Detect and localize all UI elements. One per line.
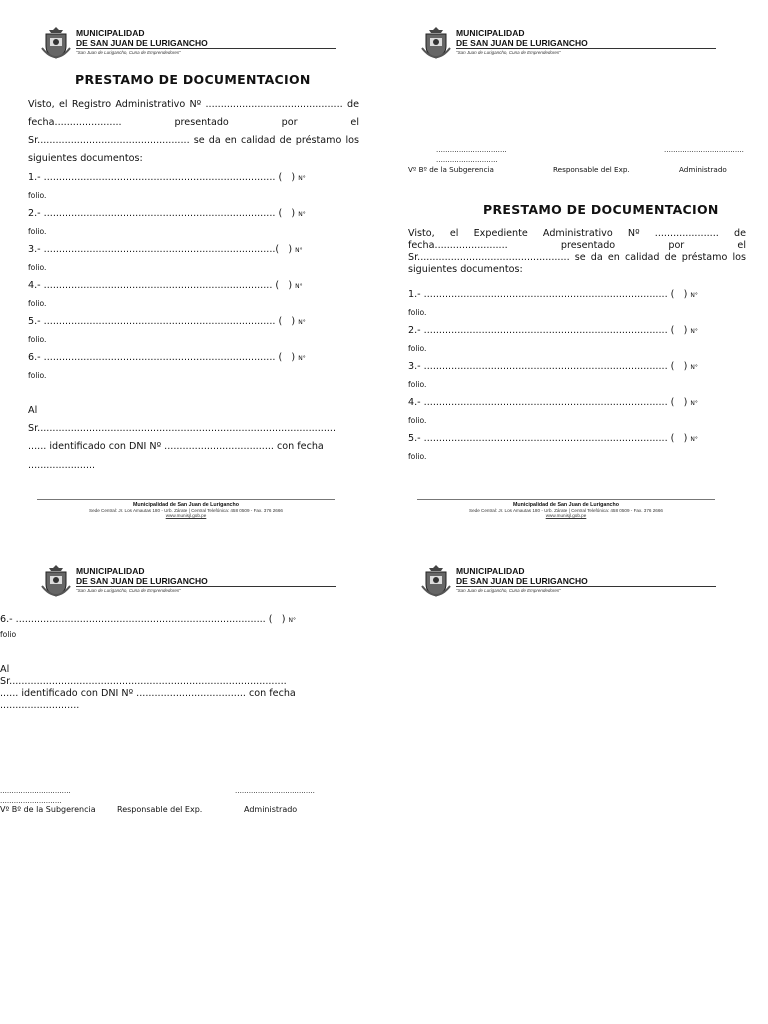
bottom-sr: Sr........................................................................................... [0, 676, 287, 687]
left-item-3: 3.- ............................................................................( ) N° [28, 244, 303, 255]
footer-name: Municipalidad de San Juan de Lurigancho [133, 502, 239, 508]
right-folio-5: folio. [408, 452, 427, 461]
left-item-1: 1.- ............................................................................ ( ) N° [28, 172, 306, 183]
header-rule [76, 48, 336, 49]
bottom-sig-dots-left: ............................... [0, 786, 71, 795]
header-rule [76, 586, 336, 587]
coat-of-arms-icon [420, 564, 452, 600]
sig-dots-right: ................................... [664, 145, 744, 154]
coat-of-arms-icon [40, 564, 72, 600]
sig-administrado: Administrado [679, 165, 727, 174]
header-line2: DE SAN JUAN DE LURIGANCHO [76, 38, 208, 48]
bottom-dni: ...... identificado con DNI Nº .................................... con fecha [0, 688, 296, 699]
footer-url[interactable]: www.munisjl.gob.pe [165, 513, 207, 518]
bottom-folio-6: folio [0, 630, 17, 639]
sig-responsable: Responsable del Exp. [553, 165, 630, 174]
footer-url[interactable]: www.munisjl.gob.pe [545, 513, 587, 518]
coat-of-arms-icon [420, 26, 452, 62]
left-dni: ...... identificado con DNI Nº .................................... con fecha [28, 441, 324, 452]
sig-subgerencia: Vº Bº de la Subgerencia [408, 165, 494, 174]
header-top-right [420, 26, 720, 66]
left-folio-6: folio. [28, 371, 47, 380]
form-title: PRESTAMO DE DOCUMENTACION [483, 202, 719, 217]
header-rule [456, 48, 716, 49]
form-title: PRESTAMO DE DOCUMENTACION [75, 72, 311, 87]
bottom-sig-administrado: Administrado [244, 805, 298, 814]
coat-of-arms-icon [40, 26, 72, 62]
header-line2: DE SAN JUAN DE LURIGANCHO [76, 576, 208, 586]
left-folio-5: folio. [28, 335, 47, 344]
header-tagline: "San Juan de Lurigancho, Cuna de Emprendedores" [456, 50, 561, 55]
bottom-item-6: 6.- .................................................................................. ( ) N° [0, 614, 296, 625]
bottom-sig-responsable: Responsable del Exp. [117, 805, 203, 814]
header-tagline: "San Juan de Lurigancho, Cuna de Emprendedores" [76, 50, 181, 55]
left-folio-4: folio. [28, 299, 47, 308]
left-item-2: 2.- ............................................................................ ( ) N° [28, 208, 306, 219]
sig-dots-left: ............................... [436, 145, 507, 154]
bottom-sig-dots-left2: ........................... [0, 796, 62, 805]
header-bottom-left [40, 564, 340, 604]
bottom-al: Al [0, 664, 10, 675]
left-dni-end: ...................... [28, 460, 96, 471]
header-line1: MUNICIPALIDAD [456, 566, 525, 576]
header-tagline: "San Juan de Lurigancho, Cuna de Emprendedores" [456, 588, 561, 593]
left-folio-2: folio. [28, 227, 47, 236]
footer-address: Sede Central: Jr. Los Amautas 180 - Urb. Zárate | Central Telefónica: 458 0509 - Fax. 376 2666 [89, 508, 283, 513]
header-bottom-right [420, 564, 720, 604]
left-folio-1: folio. [28, 191, 47, 200]
header-rule [456, 586, 716, 587]
bottom-dni-end: .......................... [0, 700, 80, 711]
footer-address: Sede Central: Jr. Los Amautas 180 - Urb. Zárate | Central Telefónica: 458 0509 - Fax. 376 2666 [469, 508, 663, 513]
right-folio-2: folio. [408, 344, 427, 353]
left-item-6: 6.- ............................................................................ ( ) N° [28, 352, 306, 363]
header-line2: DE SAN JUAN DE LURIGANCHO [456, 576, 588, 586]
bottom-sig-subgerencia: Vº Bº de la Subgerencia [0, 805, 96, 814]
right-item-1: 1.- ................................................................................ ( ) N° [408, 289, 698, 300]
left-item-4: 4.- ........................................................................... ( ) N° [28, 280, 303, 291]
header-tagline: "San Juan de Lurigancho, Cuna de Emprendedores" [76, 588, 181, 593]
left-sr: Sr.................................................................................................. [28, 423, 337, 434]
bottom-sig-dots-right: ................................... [235, 786, 315, 795]
footer-name: Municipalidad de San Juan de Lurigancho [513, 502, 619, 508]
right-item-5: 5.- ................................................................................ ( ) N° [408, 433, 698, 444]
left-al: Al [28, 405, 38, 416]
right-item-2: 2.- ................................................................................ ( ) N° [408, 325, 698, 336]
header-line1: MUNICIPALIDAD [456, 28, 525, 38]
header-line2: DE SAN JUAN DE LURIGANCHO [456, 38, 588, 48]
header-line1: MUNICIPALIDAD [76, 28, 145, 38]
left-folio-3: folio. [28, 263, 47, 272]
right-folio-3: folio. [408, 380, 427, 389]
footer-left [36, 499, 336, 518]
footer-right [416, 499, 716, 518]
right-item-3: 3.- ................................................................................ ( ) N° [408, 361, 698, 372]
sig-dots-left2: ........................... [436, 155, 498, 164]
left-visto-paragraph: Visto, el Registro Administrativo Nº ............................................. de fecha...................... presentado por el Sr.................................................. se da en calidad de préstamo los siguientes documentos: [28, 99, 359, 164]
header-top-left [40, 26, 340, 66]
right-visto-paragraph: Visto, el Expediente Administrativo Nº ..................... de fecha........................ presentado por el Sr.................................................. se da en calidad de préstamo los siguientes documentos: [408, 228, 746, 275]
left-item-5: 5.- ............................................................................ ( ) N° [28, 316, 306, 327]
header-line1: MUNICIPALIDAD [76, 566, 145, 576]
right-folio-1: folio. [408, 308, 427, 317]
right-item-4: 4.- ................................................................................ ( ) N° [408, 397, 698, 408]
right-folio-4: folio. [408, 416, 427, 425]
